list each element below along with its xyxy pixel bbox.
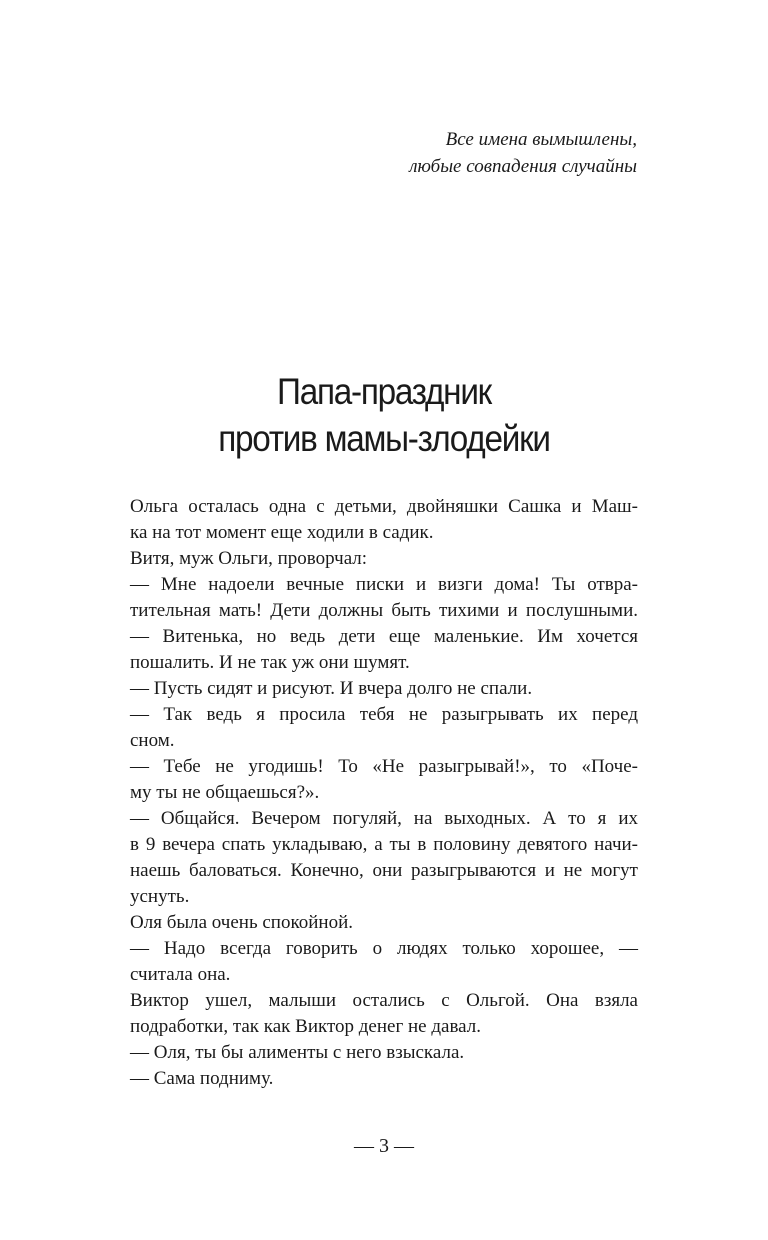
text-line: — Витенька, но ведь дети еще маленькие. Им хочется bbox=[130, 626, 638, 647]
text-line: — Пусть сидят и рисуют. И вчера долго не спали. bbox=[130, 678, 533, 699]
chapter-title-line: Папа-праздник bbox=[277, 371, 491, 412]
text-line: — Так ведь я просила тебя не разыгрывать их перед bbox=[130, 704, 638, 725]
text-line: считала она. bbox=[130, 964, 231, 985]
text-line: в 9 вечера спать укладываю, а ты в половину девятого начи- bbox=[130, 834, 638, 855]
text-line: — Мне надоели вечные писки и визги дома! Ты отвра- bbox=[130, 574, 638, 595]
text-line: Ольга осталась одна с детьми, двойняшки Сашка и Маш- bbox=[130, 496, 638, 517]
text-line: сном. bbox=[130, 730, 175, 751]
text-line: — Надо всегда говорить о людях только хорошее, — bbox=[130, 938, 638, 959]
epigraph bbox=[409, 126, 637, 180]
text-line: пошалить. И не так уж они шумят. bbox=[130, 652, 410, 673]
text-line: му ты не общаешься?». bbox=[130, 782, 320, 803]
text-line: — Оля, ты бы алименты с него взыскала. bbox=[130, 1042, 465, 1063]
text-line: — Сама подниму. bbox=[130, 1068, 274, 1089]
text-line: ка на тот момент еще ходили в садик. bbox=[130, 522, 434, 543]
text-line: Виктор ушел, малыши остались с Ольгой. Она взяла bbox=[130, 990, 638, 1011]
text-line: Оля была очень спокойной. bbox=[130, 912, 353, 933]
text-line: — Общайся. Вечером погуляй, на выходных. А то я их bbox=[130, 808, 638, 829]
text-line: подработки, так как Виктор денег не давал. bbox=[130, 1016, 482, 1037]
epigraph-line: любые совпадения случайны bbox=[409, 156, 637, 177]
chapter-title bbox=[38, 368, 729, 462]
page-number: — 3 — bbox=[354, 1135, 414, 1157]
chapter-title-line: против мамы-злодейки bbox=[218, 418, 550, 459]
text-line: тительная мать! Дети должны быть тихими и послушными. bbox=[130, 600, 638, 621]
text-line: — Тебе не угодишь! То «Не разыгрывай!», то «Поче- bbox=[130, 756, 638, 777]
body-text bbox=[130, 494, 638, 1092]
text-line: уснуть. bbox=[130, 886, 190, 907]
text-line: Витя, муж Ольги, проворчал: bbox=[130, 548, 368, 569]
text-line: наешь баловаться. Конечно, они разыгрываются и не могут bbox=[130, 860, 638, 881]
epigraph-line: Все имена вымышлены, bbox=[445, 129, 637, 150]
